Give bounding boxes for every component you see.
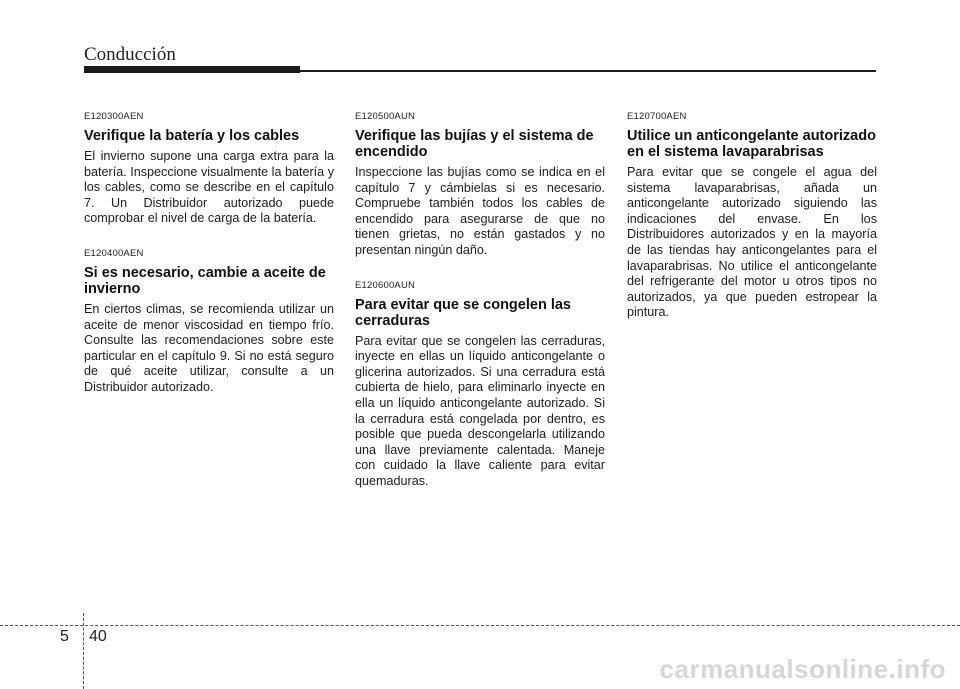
section-code: E120500AUN bbox=[355, 111, 416, 122]
header-rule bbox=[300, 70, 876, 72]
section-battery bbox=[84, 111, 334, 227]
section-heading: Verifique la batería y los cables bbox=[84, 128, 300, 144]
section-body: Inspeccione las bujías como se indica en el capítulo 7 y cámbielas si es necesario. Compruebe también todos los cables de encendido para asegurarse de que no tienen grietas, no están gastados y no presentan ningún daño. bbox=[355, 165, 605, 257]
column-2 bbox=[355, 111, 605, 490]
header-bar bbox=[84, 66, 300, 73]
section-body: El invierno supone una carga extra para la batería. Inspeccione visualmente la batería y los cables, como se describe en el capítulo 7. Un Distribuidor autorizado puede comprobar el nivel de carga de la batería. bbox=[84, 149, 334, 226]
section-door-locks bbox=[355, 280, 605, 490]
footer-rule bbox=[0, 625, 960, 626]
chapter-number: 5 bbox=[60, 628, 69, 645]
page-number: 40 bbox=[89, 628, 107, 645]
section-heading: Verifique las bujías y el sistema de encendido bbox=[355, 128, 594, 160]
section-code: E120700AEN bbox=[627, 111, 687, 122]
section-code: E120300AEN bbox=[84, 111, 144, 122]
footer-divider bbox=[83, 613, 84, 689]
section-heading: Para evitar que se congelen las cerraduras bbox=[355, 296, 571, 329]
section-body: Para evitar que se congelen las cerraduras, inyecte en ellas un líquido anticongelante o glicerina autorizados. Si una cerradura está cubierta de hielo, para eliminarlo inyecte en ella un líquido anticongelante autorizado. Si la cerradura está congelada por dentro, es posible que pueda descongelarla utilizando una llave previamente calentada. Maneje con cuidado la llave caliente para evitar quemaduras. bbox=[355, 333, 605, 488]
section-body: En ciertos climas, se recomienda utilizar un aceite de menor viscosidad en tiempo frío. Consulte las recomendaciones sobre este particular en el capítulo 9. Si no está seguro de qué aceite utilizar, consulte a un Distribuidor autorizado. bbox=[84, 301, 334, 394]
section-spark-plugs bbox=[355, 111, 605, 259]
section-heading: Utilice un anticongelante autorizado en el sistema lavaparabrisas bbox=[627, 128, 876, 160]
section-code: E120400AEN bbox=[84, 247, 144, 259]
section-winter-oil bbox=[84, 248, 334, 396]
column-1 bbox=[84, 111, 334, 396]
page-title: Conducción bbox=[84, 44, 176, 65]
section-code: E120600AUN bbox=[355, 279, 416, 291]
section-body: Para evitar que se congele el agua del sistema lavaparabrisas, añada un anticongelante autorizado siguiendo las indicaciones del envase. En los Distribuidores autorizados y en la mayoría de las tiendas hay anticongelantes para el lavaparabrisas. No utilice el anticongelante del refrigerante del motor u otros tipos no autorizados, ya que pueden estropear la pintura. bbox=[627, 165, 877, 320]
section-washer-antifreeze bbox=[627, 111, 877, 321]
section-heading: Si es necesario, cambie a aceite de invierno bbox=[84, 264, 326, 297]
watermark: carmanualsonline.info bbox=[659, 654, 946, 684]
column-3 bbox=[627, 111, 877, 321]
